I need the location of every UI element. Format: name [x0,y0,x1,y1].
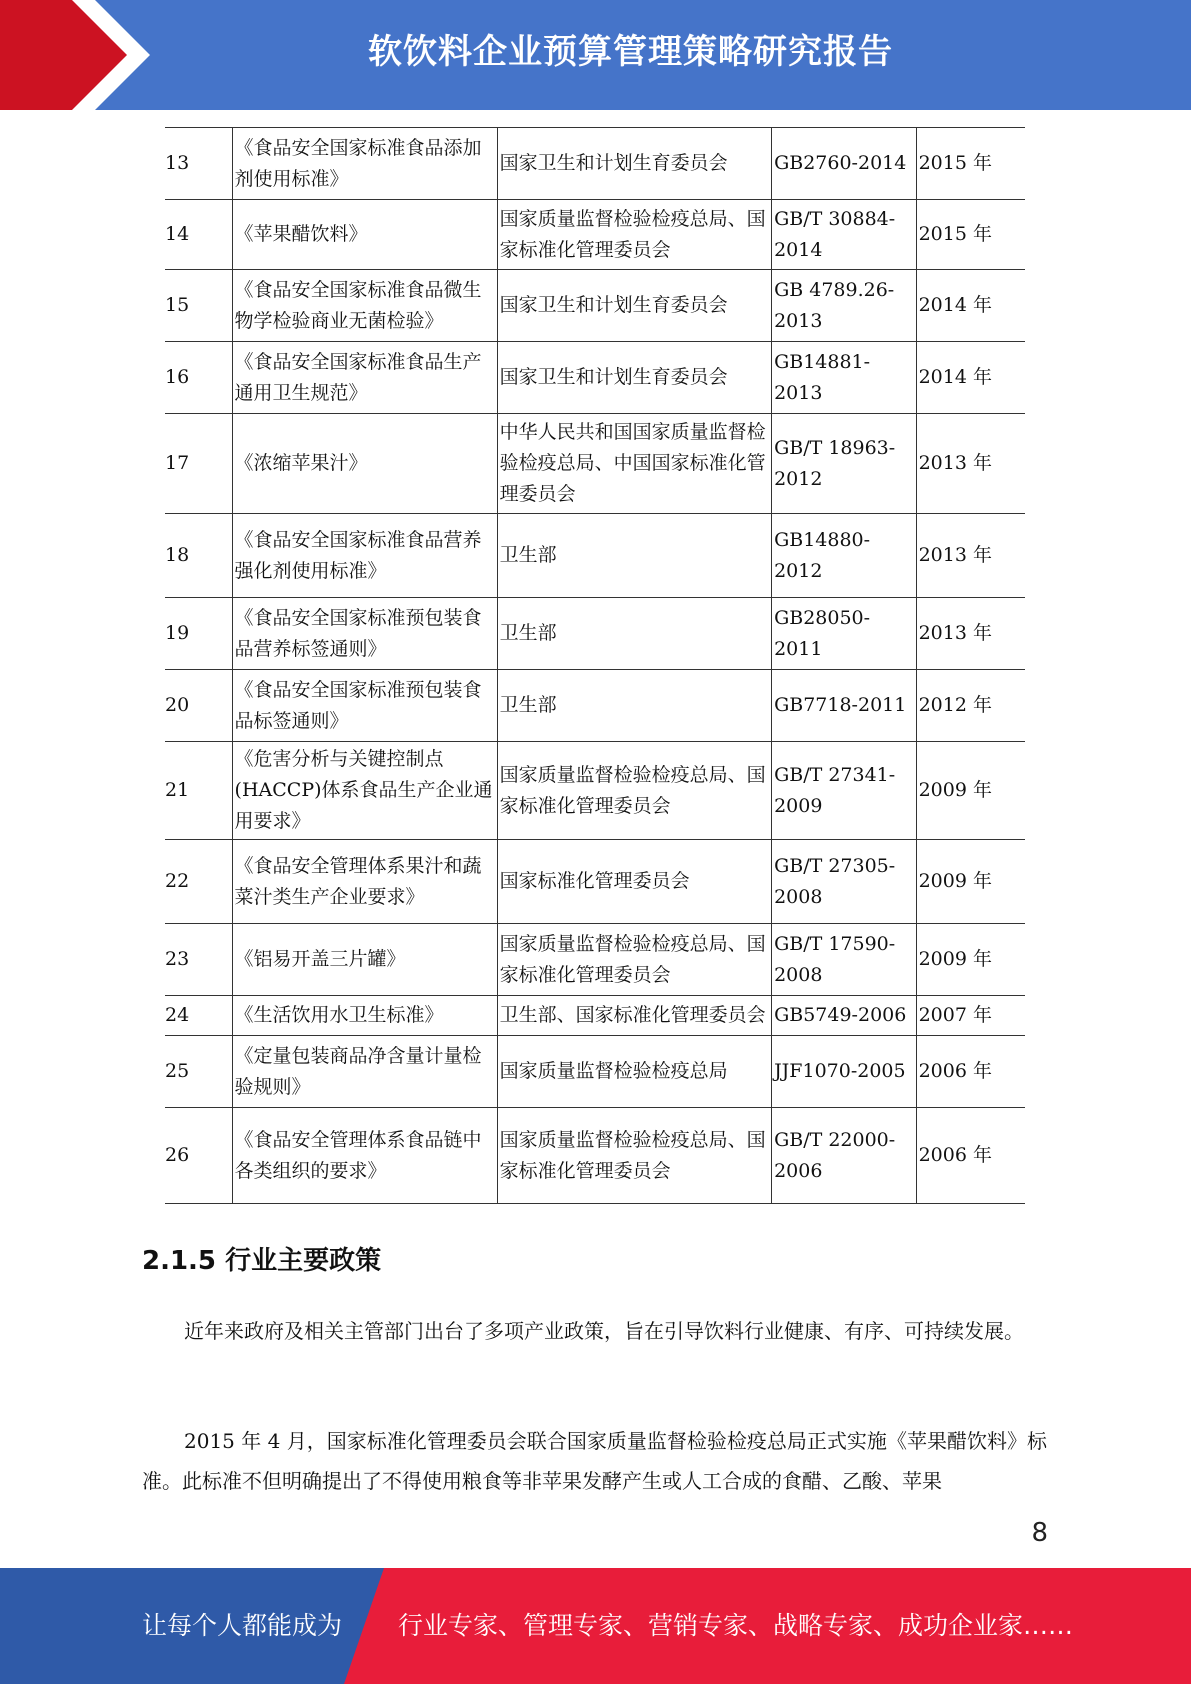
table-row [165,414,1025,514]
standard-name: 《食品安全国家标准食品营养强化剂使用标准》 [234,528,482,582]
issuing-organization: 国家质量监督检验检疫总局、国家标准化管理委员会 [499,932,766,986]
row-number: 22 [165,870,190,892]
row-number-cell [165,924,232,996]
issuing-organization: 国家标准化管理委员会 [499,870,690,892]
standard-code: GB/T 27341-2009 [774,763,896,817]
standard-name: 《苹果醋饮料》 [234,223,368,245]
issuing-organization-cell [497,742,771,840]
standard-name-cell [232,1036,497,1108]
standard-code: GB/T 17590-2008 [774,932,896,986]
standard-name-cell [232,414,497,514]
table-row [165,200,1025,270]
standard-name: 《危害分析与关键控制点(HACCP)体系食品生产企业通用要求》 [234,748,493,832]
paragraph: 近年来政府及相关主管部门出台了多项产业政策，旨在引导饮料行业健康、有序、可持续发展。 [184,1319,1024,1343]
page-header [0,0,1191,110]
footer-slogan-right: 行业专家、管理专家、营销专家、战略专家、成功企业家…… [398,1611,1074,1640]
standard-name-cell [232,200,497,270]
row-number-cell [165,514,232,598]
standard-code-cell [772,1036,917,1108]
row-number: 24 [165,1004,190,1026]
table-row [165,670,1025,742]
standard-name: 《食品安全国家标准食品添加剂使用标准》 [234,136,482,190]
row-number: 23 [165,948,190,970]
row-number-cell [165,670,232,742]
issuing-organization: 卫生部 [499,544,557,566]
effective-year: 2009 年 [918,779,992,801]
effective-year-cell [916,270,1025,342]
issuing-organization-cell [497,342,771,414]
effective-year-cell [916,514,1025,598]
page-footer [0,1568,1191,1684]
standard-name: 《食品安全国家标准食品生产通用卫生规范》 [234,350,482,404]
standard-code-cell [772,1108,917,1204]
standard-code-cell [772,598,917,670]
issuing-organization-cell [497,414,771,514]
row-number: 14 [165,223,190,245]
issuing-organization: 中华人民共和国国家质量监督检验检疫总局、中国国家标准化管理委员会 [499,421,766,505]
standard-name-cell [232,742,497,840]
standard-code: GB 4789.26-2013 [774,278,895,332]
row-number-cell [165,270,232,342]
standard-code: GB14881-2013 [774,350,871,404]
paragraph: 2015 年 4 月，国家标准化管理委员会联合国家质量监督检验检疫总局正式实施《苹果醋饮料》标准。此标准不但明确提出了不得使用粮食等非苹果发酵产生或人工合成的食醋、乙酸、苹果 [142,1429,1047,1493]
issuing-organization-cell [497,670,771,742]
effective-year-cell [916,996,1025,1036]
issuing-organization-cell [497,996,771,1036]
row-number: 19 [165,622,190,644]
effective-year: 2014 年 [918,366,992,388]
row-number: 18 [165,544,190,566]
effective-year-cell [916,598,1025,670]
standard-code-cell [772,840,917,924]
row-number-cell [165,742,232,840]
table-row [165,128,1025,200]
row-number: 25 [165,1060,190,1082]
standard-name: 《食品安全国家标准预包装食品标签通则》 [234,678,482,732]
effective-year-cell [916,742,1025,840]
issuing-organization-cell [497,514,771,598]
standard-name-cell [232,598,497,670]
issuing-organization-cell [497,200,771,270]
row-number-cell [165,996,232,1036]
effective-year: 2013 年 [918,544,992,566]
effective-year-cell [916,128,1025,200]
effective-year: 2012 年 [918,694,992,716]
row-number-cell [165,342,232,414]
effective-year: 2014 年 [918,294,992,316]
effective-year-cell [916,1108,1025,1204]
effective-year: 2015 年 [918,223,992,245]
effective-year-cell [916,670,1025,742]
row-number: 20 [165,694,190,716]
issuing-organization: 国家卫生和计划生育委员会 [499,152,728,174]
standard-code: GB/T 18963-2012 [774,436,896,490]
standard-code-cell [772,128,917,200]
effective-year: 2009 年 [918,870,992,892]
issuing-organization-cell [497,1036,771,1108]
standards-table [165,127,1025,1204]
standard-code: GB/T 30884-2014 [774,207,896,261]
effective-year-cell [916,414,1025,514]
standard-code: GB5749-2006 [774,1004,907,1026]
footer-slogan-left: 让每个人都能成为 [142,1611,343,1640]
table-row [165,514,1025,598]
standard-name: 《定量包装商品净含量计量检验规则》 [234,1044,482,1098]
table-row [165,1108,1025,1204]
table-row [165,924,1025,996]
issuing-organization: 国家质量监督检验检疫总局、国家标准化管理委员会 [499,763,766,817]
standard-code-cell [772,996,917,1036]
issuing-organization: 国家卫生和计划生育委员会 [499,366,728,388]
row-number-cell [165,200,232,270]
standard-name: 《食品安全国家标准预包装食品营养标签通则》 [234,606,482,660]
standard-name-cell [232,270,497,342]
row-number: 13 [165,152,190,174]
effective-year-cell [916,342,1025,414]
issuing-organization: 国家质量监督检验检疫总局、国家标准化管理委员会 [499,207,766,261]
issuing-organization-cell [497,128,771,200]
standard-code: GB7718-2011 [774,694,907,716]
standard-code-cell [772,200,917,270]
effective-year: 2006 年 [918,1060,992,1082]
effective-year: 2013 年 [918,622,992,644]
standard-code: GB/T 27305-2008 [774,854,896,908]
standard-code: GB14880-2012 [774,528,871,582]
row-number: 21 [165,779,190,801]
issuing-organization-cell [497,924,771,996]
issuing-organization: 国家质量监督检验检疫总局、国家标准化管理委员会 [499,1128,766,1182]
standard-code-cell [772,742,917,840]
standard-name: 《食品安全管理体系食品链中各类组织的要求》 [234,1128,482,1182]
standard-name: 《食品安全管理体系果汁和蔬菜汁类生产企业要求》 [234,854,482,908]
section-heading: 2.1.5 行业主要政策 [142,1246,382,1276]
issuing-organization: 卫生部 [499,622,557,644]
effective-year-cell [916,200,1025,270]
standard-name-cell [232,996,497,1036]
effective-year-cell [916,840,1025,924]
standard-name-cell [232,924,497,996]
issuing-organization-cell [497,1108,771,1204]
table-row [165,270,1025,342]
table-row [165,996,1025,1036]
effective-year-cell [916,924,1025,996]
table-row [165,598,1025,670]
page-number: 8 [1031,1518,1048,1548]
issuing-organization-cell [497,270,771,342]
table-row [165,342,1025,414]
standard-name: 《浓缩苹果汁》 [234,452,368,474]
table-row [165,742,1025,840]
effective-year-cell [916,1036,1025,1108]
effective-year: 2013 年 [918,452,992,474]
row-number: 16 [165,366,190,388]
standard-name-cell [232,514,497,598]
effective-year: 2009 年 [918,948,992,970]
standard-code: JJF1070-2005 [774,1060,906,1082]
standard-name: 《生活饮用水卫生标准》 [234,1004,444,1026]
row-number: 26 [165,1144,190,1166]
standard-code: GB2760-2014 [774,152,907,174]
standard-name: 《铝易开盖三片罐》 [234,948,406,970]
effective-year: 2006 年 [918,1144,992,1166]
issuing-organization: 卫生部 [499,694,557,716]
standard-code-cell [772,924,917,996]
standard-code: GB28050-2011 [774,606,871,660]
standard-name-cell [232,1108,497,1204]
issuing-organization: 国家卫生和计划生育委员会 [499,294,728,316]
table-row [165,1036,1025,1108]
standard-code-cell [772,414,917,514]
effective-year: 2015 年 [918,152,992,174]
standard-name-cell [232,128,497,200]
standard-name-cell [232,670,497,742]
standard-name-cell [232,840,497,924]
row-number-cell [165,128,232,200]
standard-code-cell [772,270,917,342]
row-number-cell [165,840,232,924]
document-title: 软饮料企业预算管理策略研究报告 [368,32,893,72]
effective-year: 2007 年 [918,1004,992,1026]
standard-name: 《食品安全国家标准食品微生物学检验商业无菌检验》 [234,278,482,332]
issuing-organization-cell [497,840,771,924]
standard-code-cell [772,514,917,598]
row-number-cell [165,1036,232,1108]
row-number: 15 [165,294,190,316]
row-number-cell [165,414,232,514]
standard-name-cell [232,342,497,414]
issuing-organization-cell [497,598,771,670]
row-number: 17 [165,452,190,474]
standard-code-cell [772,342,917,414]
row-number-cell [165,1108,232,1204]
table-row [165,840,1025,924]
standard-code: GB/T 22000-2006 [774,1128,896,1182]
issuing-organization: 卫生部、国家标准化管理委员会 [499,1004,766,1026]
issuing-organization: 国家质量监督检验检疫总局 [499,1060,728,1082]
row-number-cell [165,598,232,670]
standard-code-cell [772,670,917,742]
